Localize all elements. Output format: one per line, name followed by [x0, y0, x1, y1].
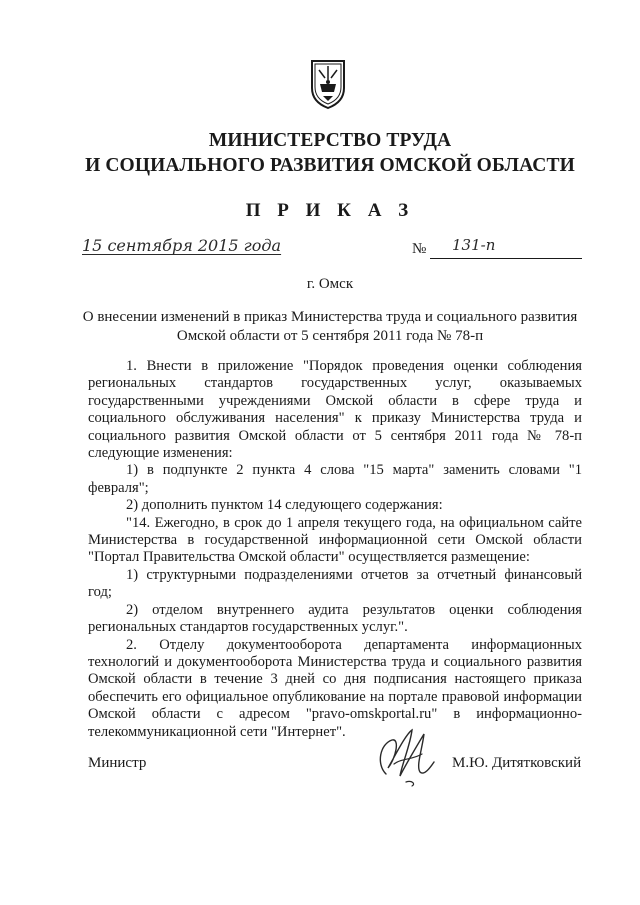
ministry-name	[60, 128, 600, 178]
number-underline	[430, 258, 582, 259]
body-paragraph-7: 2. Отделу документооборота департамента информационных технологий и документооборота Министерства труда и социального развития Омской области в течение 3 дней со дня подписания настоящего приказа обеспечить его официальное опубликование на портале правовой информации Омской области с адресом "pravo-omskportal.ru" в информационно-телекоммуникационной сети "Интернет".	[88, 636, 582, 740]
number-label: №	[412, 241, 427, 257]
city-label: г. Омск	[306, 276, 354, 292]
body-paragraph-6: 2) отделом внутреннего аудита результатов оценки соблюдения региональных стандартов государственных услуг.".	[88, 601, 582, 636]
ministry-line-1: МИНИСТЕРСТВО ТРУДА	[208, 130, 452, 151]
body-paragraph-4: "14. Ежегодно, в срок до 1 апреля текущего года, на официальном сайте Министерства в государственной информационной сети Омской области "Портал Правительства Омской области" осуществляется размещение:	[88, 514, 582, 566]
body-paragraph-5: 1) структурными подразделениями отчетов за отчетный финансовый год;	[88, 566, 582, 601]
order-body	[88, 358, 582, 741]
body-paragraph-2: 1) в подпункте 2 пункта 4 слова "15 марта" заменить словами "1 февраля";	[88, 462, 582, 496]
handwritten-signature-icon	[366, 724, 446, 790]
subject-line-2: Омской области от 5 сентября 2011 года № 78-п	[176, 328, 484, 344]
body-paragraph-1: 1. Внести в приложение "Порядок проведения оценки соблюдения региональных стандартов государственных услуг, оказываемых государственными учреждениями Омской области в сфере труда и социального обслуживания населения" к приказу Министерства труда и социального развития Омской области от 5 сентября 2011 года № 78-п следующие изменения:	[88, 358, 582, 462]
handwritten-date: 15 сентября 2015 года	[82, 236, 282, 255]
body-paragraph-3: 2) дополнить пунктом 14 следующего содержания:	[126, 497, 443, 514]
handwritten-order-number: 131-п	[452, 236, 496, 254]
subject-line-1: О внесении изменений в приказ Министерства труда и социального развития	[82, 309, 578, 325]
ministry-line-2: И СОЦИАЛЬНОГО РАЗВИТИЯ ОМСКОЙ ОБЛАСТИ	[85, 155, 575, 176]
signatory-name: М.Ю. Дитятковский	[452, 755, 582, 771]
signatory-title: Министр	[88, 755, 147, 771]
omsk-region-coat-of-arms-icon	[308, 58, 348, 110]
document-type-title: П Р И К А З	[245, 200, 415, 221]
order-subject	[80, 308, 580, 346]
